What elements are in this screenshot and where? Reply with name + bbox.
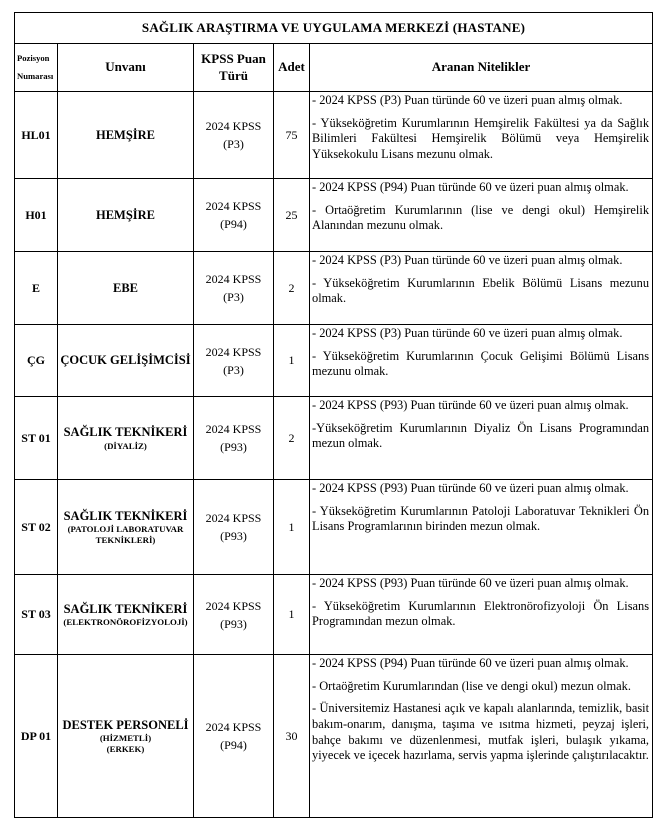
qualifications-cell <box>310 252 653 325</box>
kpss-line: (P3) <box>223 137 244 151</box>
kpss-line: 2024 KPSS <box>205 199 262 213</box>
position-number: ST 01 <box>15 397 58 480</box>
kpss-line: (P94) <box>220 738 247 752</box>
position-number: ST 03 <box>15 575 58 655</box>
position-number: ST 02 <box>15 480 58 575</box>
count-value: 1 <box>274 575 310 655</box>
count-value: 2 <box>274 252 310 325</box>
count-value: 75 <box>274 92 310 179</box>
count-value: 1 <box>274 325 310 397</box>
table-title: SAĞLIK ARAŞTIRMA VE UYGULAMA MERKEZİ (HASTANE) <box>15 13 653 44</box>
column-header-kpss: KPSS Puan Türü <box>194 44 274 92</box>
title-text: HEMŞİRE <box>95 207 156 222</box>
qualification-item: - Yükseköğretim Kurumlarının Patoloji Laboratuvar Teknikleri Ön Lisans Programlarının birinden mezun olmak. <box>312 503 650 534</box>
table-row <box>15 575 653 655</box>
qualification-item: - 2024 KPSS (P3) Puan türünde 60 ve üzeri puan almış olmak. <box>312 253 623 267</box>
title-cell <box>58 92 194 179</box>
title-cell <box>58 480 194 575</box>
column-header-count: Adet <box>274 44 310 92</box>
position-number: DP 01 <box>15 655 58 818</box>
qualification-item: - 2024 KPSS (P3) Puan türünde 60 ve üzeri puan almış olmak. <box>312 326 623 340</box>
title-text: HEMŞİRE <box>95 127 156 142</box>
kpss-line: 2024 KPSS <box>205 119 262 133</box>
count-value: 25 <box>274 179 310 252</box>
table-row <box>15 252 653 325</box>
title-cell <box>58 575 194 655</box>
kpss-line: 2024 KPSS <box>205 598 262 613</box>
title-note: (DİYALİZ) <box>104 440 147 451</box>
kpss-line: 2024 KPSS <box>205 344 262 359</box>
qualifications-cell <box>310 575 653 655</box>
kpss-line: (P93) <box>220 616 247 631</box>
table-row <box>15 179 653 252</box>
kpss-line: 2024 KPSS <box>205 422 262 436</box>
job-announcement-table <box>14 12 653 818</box>
qualification-item: - Yükseköğretim Kurumlarının Çocuk Gelişimi Bölümü Lisans mezunu olmak. <box>312 348 650 379</box>
qualifications-cell <box>310 480 653 575</box>
count-value: 2 <box>274 397 310 480</box>
table-row <box>15 655 653 818</box>
kpss-line: (P3) <box>223 290 244 304</box>
qualification-item: - Ortaöğretim Kurumlarının (lise ve dengi okul) Hemşirelik Alanından mezunu olmak. <box>312 202 650 233</box>
qualification-item: - 2024 KPSS (P93) Puan türünde 60 ve üzeri puan almış olmak. <box>312 398 629 412</box>
title-cell <box>58 179 194 252</box>
kpss-cell <box>194 92 274 179</box>
position-number: HL01 <box>15 92 58 179</box>
position-number: H01 <box>15 179 58 252</box>
qualifications-cell <box>310 655 653 818</box>
count-value: 30 <box>274 655 310 818</box>
kpss-line: 2024 KPSS <box>205 511 262 525</box>
kpss-line: 2024 KPSS <box>205 720 262 734</box>
table-row <box>15 397 653 480</box>
kpss-cell <box>194 325 274 397</box>
title-note: (HİZMETLİ) <box>99 733 152 744</box>
kpss-cell <box>194 179 274 252</box>
column-header-title: Unvanı <box>58 44 194 92</box>
qualification-item: - Yükseköğretim Kurumlarının Elektronörofizyoloji Ön Lisans Programından mezun olmak. <box>312 598 650 629</box>
title-cell <box>58 397 194 480</box>
kpss-line: (P93) <box>220 529 247 543</box>
table-row <box>15 480 653 575</box>
kpss-cell <box>194 252 274 325</box>
qualification-item: - Yükseköğretim Kurumlarının Hemşirelik Fakültesi ya da Sağlık Bilimleri Fakültesi Hemşirelik Bölümü veya Hemşirelik Yüksekokulu Lisans mezunu olmak. <box>312 115 650 161</box>
qualifications-cell <box>310 179 653 252</box>
kpss-line: (P3) <box>223 362 244 377</box>
title-cell <box>58 252 194 325</box>
qualification-item: - Üniversitemiz Hastanesi açık ve kapalı alanlarında, temizlik, basit bakım-onarım, danışma, taşıma ve ısıtma hizmeti, peyzaj işleri, bahçe bakımı ve düzenlenmesi, mutfak işleri, bulaşık yıkama, yiyecek ve içecek hazırlama, servis yapma işlerinde çalıştırılacaktır. <box>312 701 650 763</box>
title-note: (ERKEK) <box>106 744 145 755</box>
table-header-row <box>15 44 653 92</box>
title-text: SAĞLIK TEKNİKERİ <box>63 508 188 523</box>
count-value: 1 <box>274 480 310 575</box>
qualification-item: - 2024 KPSS (P93) Puan türünde 60 ve üzeri puan almış olmak. <box>312 481 629 495</box>
title-note: (ELEKTRONÖROFİZYOLOJİ) <box>63 617 188 628</box>
title-text: SAĞLIK TEKNİKERİ <box>63 425 188 440</box>
title-text: ÇOCUK GELİŞİMCİSİ <box>60 353 191 368</box>
qualification-item: - 2024 KPSS (P93) Puan türünde 60 ve üzeri puan almış olmak. <box>312 576 629 590</box>
qualification-item: -Yükseköğretim Kurumlarının Diyaliz Ön Lisans Programından mezun olmak. <box>312 420 650 451</box>
table-body <box>15 92 653 818</box>
kpss-cell <box>194 480 274 575</box>
column-header-position-line2: Numarası <box>17 71 54 81</box>
table-title-row <box>15 13 653 44</box>
qualification-item: - Yükseköğretim Kurumlarının Ebelik Bölümü Lisans mezunu olmak. <box>312 275 650 306</box>
kpss-cell <box>194 397 274 480</box>
qualifications-cell <box>310 325 653 397</box>
position-number: ÇG <box>15 325 58 397</box>
kpss-cell <box>194 655 274 818</box>
column-header-qualifications: Aranan Nitelikler <box>310 44 653 92</box>
title-text: SAĞLIK TEKNİKERİ <box>63 601 188 616</box>
table-row <box>15 92 653 179</box>
title-text: EBE <box>112 280 138 295</box>
qualification-item: - Ortaöğretim Kurumlarından (lise ve dengi okul) mezun olmak. <box>312 678 631 693</box>
title-note: (PATOLOJİ LABORATUVAR TEKNİKLERİ) <box>67 524 184 546</box>
column-header-position-line1: Pozisyon <box>17 52 50 63</box>
table-row <box>15 325 653 397</box>
qualification-item: - 2024 KPSS (P94) Puan türünde 60 ve üzeri puan almış olmak. <box>312 180 629 194</box>
kpss-line: (P93) <box>220 440 247 454</box>
title-cell <box>58 655 194 818</box>
kpss-line: 2024 KPSS <box>205 272 262 286</box>
position-number: E <box>15 252 58 325</box>
qualifications-cell <box>310 92 653 179</box>
kpss-line: (P94) <box>220 217 247 231</box>
title-cell <box>58 325 194 397</box>
qualification-item: - 2024 KPSS (P3) Puan türünde 60 ve üzeri puan almış olmak. <box>312 93 623 107</box>
kpss-cell <box>194 575 274 655</box>
qualifications-cell <box>310 397 653 480</box>
column-header-position <box>15 44 58 92</box>
qualification-item: - 2024 KPSS (P94) Puan türünde 60 ve üzeri puan almış olmak. <box>312 656 629 670</box>
title-text: DESTEK PERSONELİ <box>62 717 189 732</box>
